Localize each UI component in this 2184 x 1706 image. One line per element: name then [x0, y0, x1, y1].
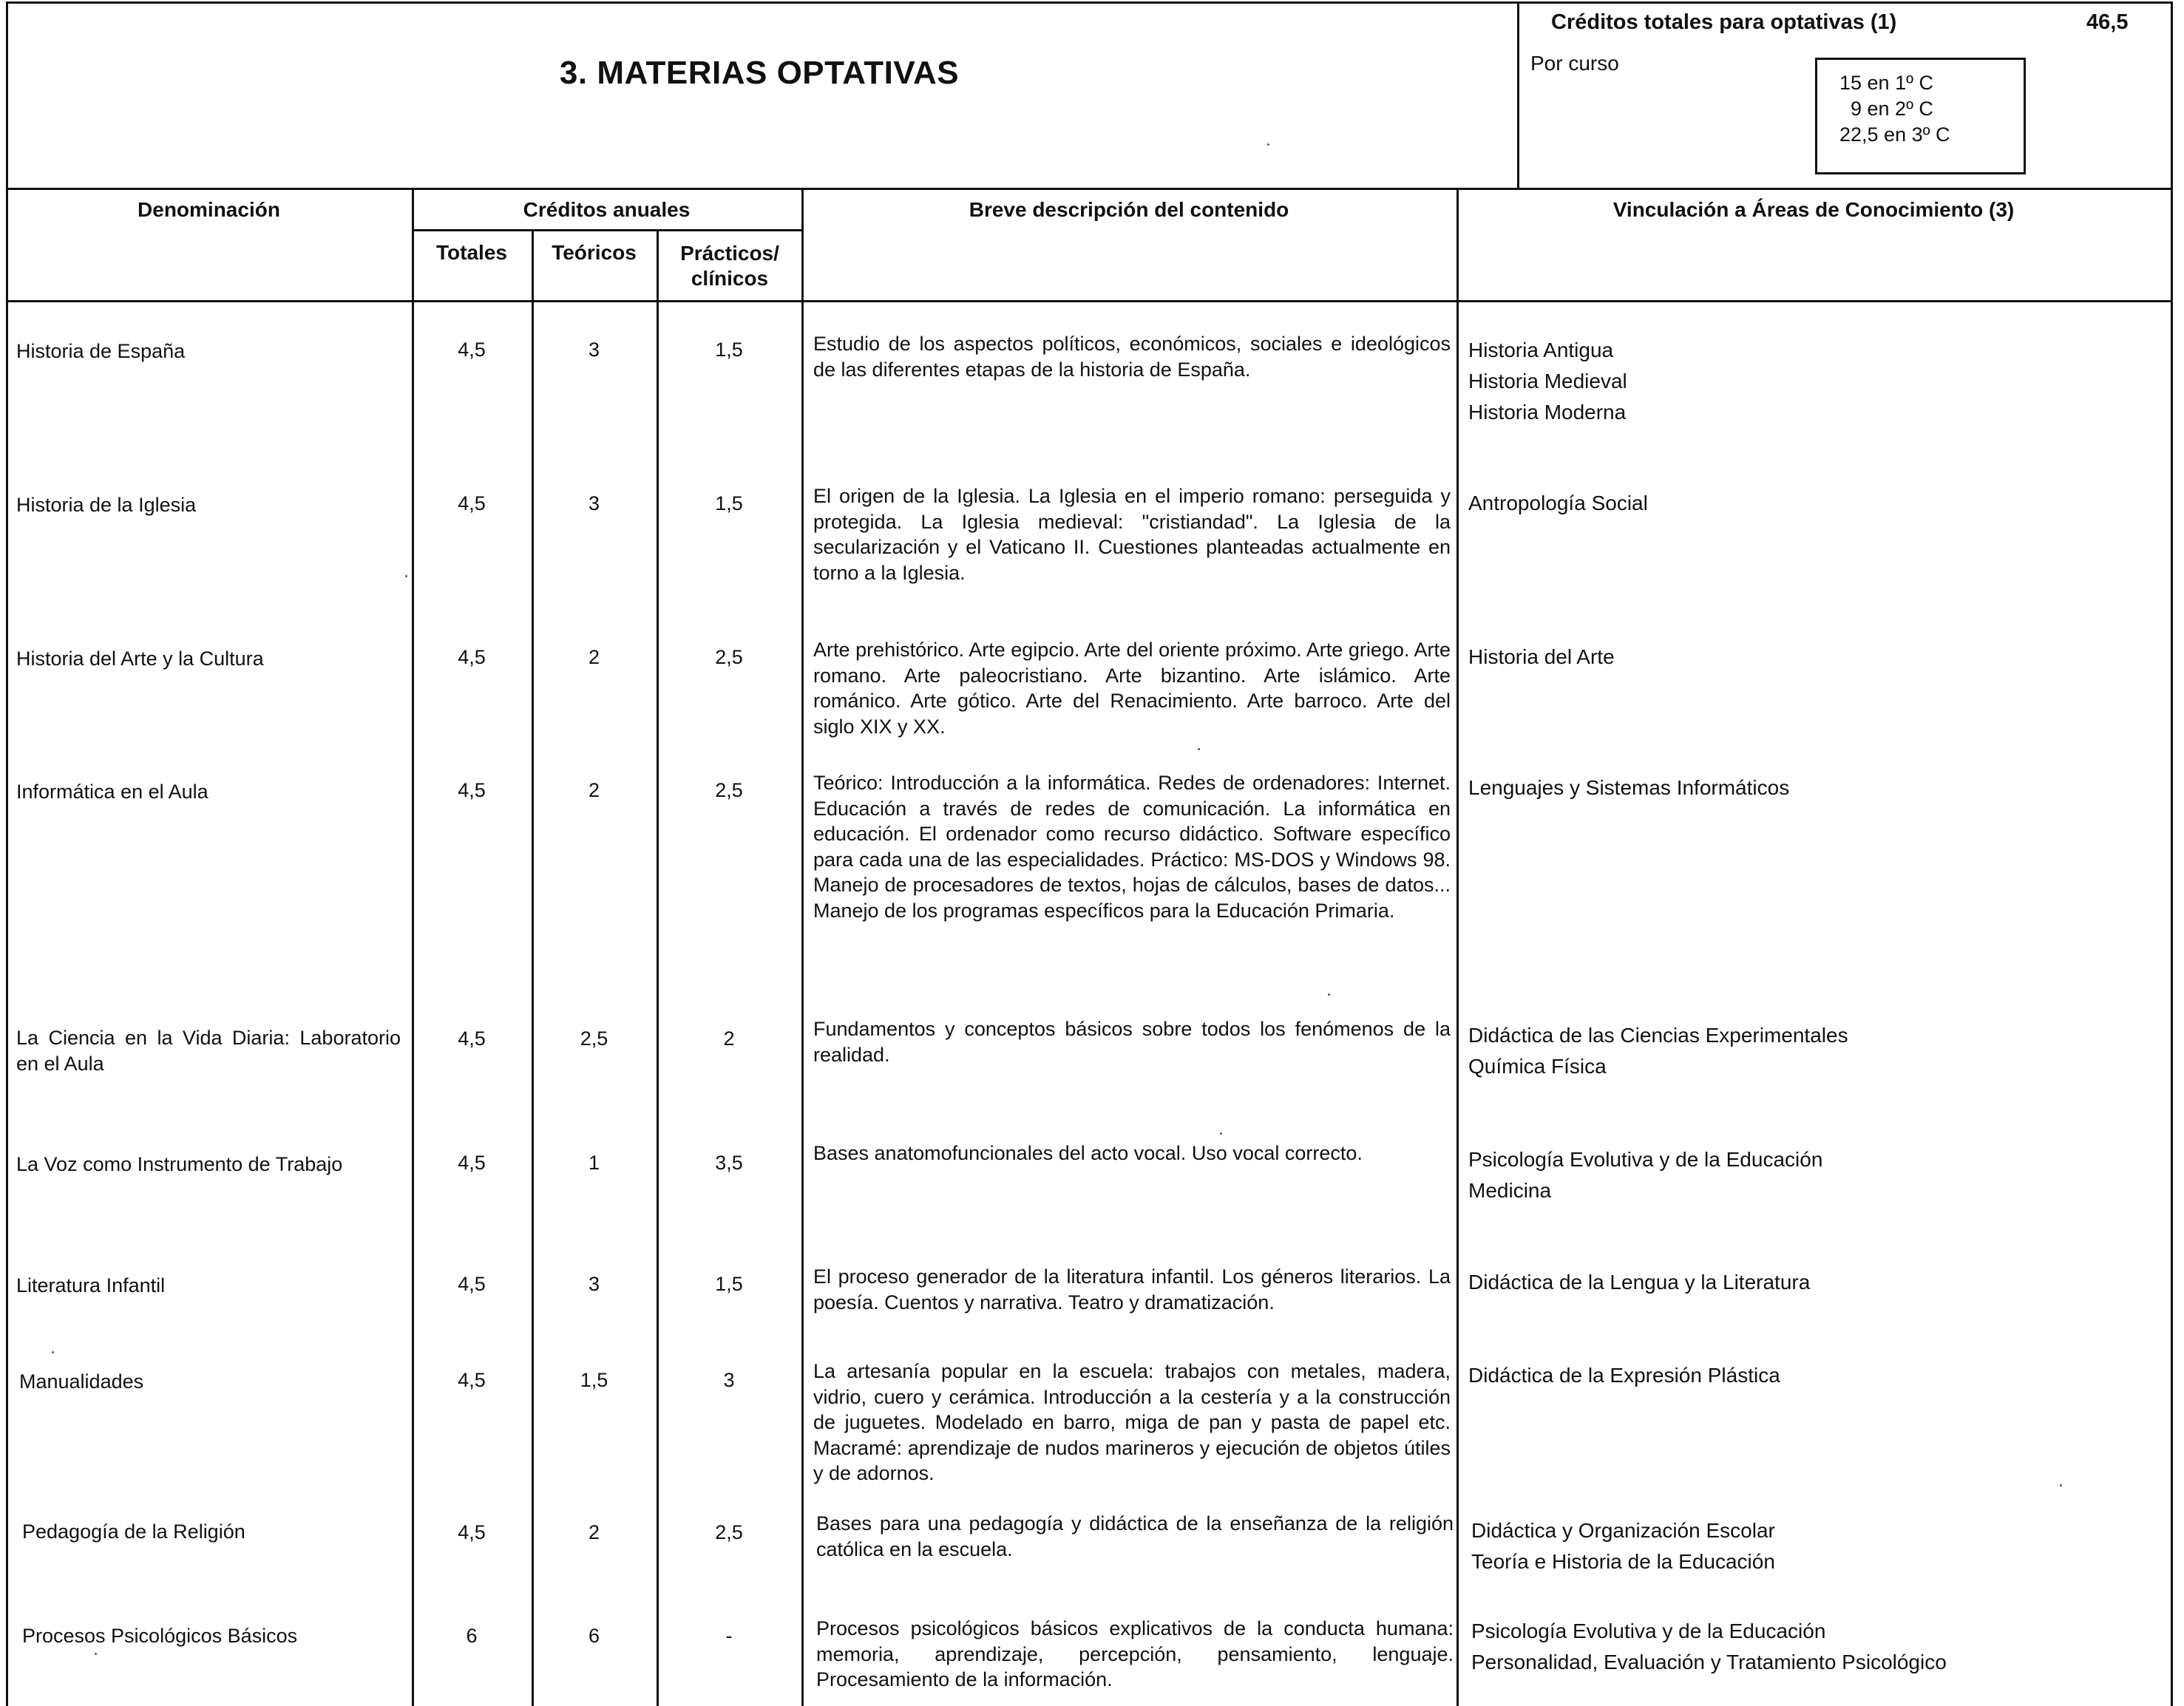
col-line-4 [801, 188, 804, 1706]
header-creditos-anuales: Créditos anuales [523, 198, 691, 221]
col-line-2 [532, 229, 534, 1706]
row-totales: 4,5 [458, 1152, 486, 1174]
area-item: Didáctica de la Lengua y la Literatura [1468, 1271, 1811, 1294]
row-totales: 4,5 [458, 1369, 486, 1391]
row-denominacion: La Ciencia en la Vida Diaria: Laboratorio en el Aula [16, 1027, 401, 1075]
area-item: Personalidad, Evaluación y Tratamiento Psicológico [1471, 1651, 1947, 1673]
row-denominacion: Historia de la Iglesia [16, 494, 197, 516]
header-descripcion: Breve descripción del contenido [969, 198, 1289, 221]
row-practicos: 2,5 [715, 779, 743, 801]
header-teoricos: Teóricos [552, 241, 637, 264]
header-totales: Totales [436, 241, 507, 264]
row-totales: 4,5 [458, 1273, 486, 1295]
row-totales: 4,5 [458, 492, 486, 514]
row-areas [1468, 1020, 1848, 1082]
scan-speck [1267, 143, 1269, 146]
frame-left-line [6, 1, 8, 1706]
creditos-totales-label: Créditos totales para optativas (1) [1551, 10, 1897, 34]
row-denominacion: Historia de España [16, 340, 186, 362]
row-teoricos: 1 [588, 1152, 600, 1174]
area-item: Teoría e Historia de la Educación [1471, 1550, 1775, 1573]
area-item: Historia del Arte [1468, 645, 1615, 668]
row-practicos: 1,5 [715, 1273, 743, 1295]
por-curso-box [1815, 58, 2026, 174]
row-descripcion: Procesos psicológicos básicos explicativos de la conducta humana: memoria, aprendizaje, percepción, pensamiento, lenguaje. Procesamiento de la información. [816, 1617, 1454, 1690]
row-teoricos: 3 [588, 339, 600, 361]
row-descripcion: Fundamentos y conceptos básicos sobre todos los fenómenos de la realidad. [813, 1018, 1451, 1066]
scan-speck [1198, 748, 1200, 750]
row-areas [1468, 1360, 1780, 1391]
row-descripcion: El origen de la Iglesia. La Iglesia en el imperio romano: perseguida y protegida. La Iglesia medieval: "cristiandad". La Iglesia de la secularización y el Vaticano II. Cuestiones planteadas actualmente en torno a la Iglesia. [813, 485, 1451, 584]
row-denominacion: Pedagogía de la Religión [22, 1520, 245, 1543]
por-curso-label: Por curso [1530, 52, 1619, 75]
row-totales: 4,5 [458, 339, 486, 361]
scan-speck [405, 575, 407, 577]
area-item: Historia Medieval [1468, 370, 1627, 392]
row-descripcion: Bases anatomofuncionales del acto vocal. Uso vocal correcto. [813, 1142, 1363, 1164]
row-areas [1468, 642, 1615, 673]
row-practicos: 2,5 [715, 646, 743, 668]
row-descripcion: El proceso generador de la literatura infantil. Los géneros literarios. La poesía. Cuentos y narrativa. Teatro y dramatización. [813, 1265, 1451, 1314]
row-descripcion: Bases para una pedagogía y didáctica de la enseñanza de la religión católica en la escuela. [816, 1512, 1454, 1560]
row-denominacion: Historia del Arte y la Cultura [16, 648, 264, 670]
col-line-3 [657, 229, 659, 1706]
creditos-totales-value: 46,5 [2086, 10, 2129, 34]
creditos-anuales-underline [412, 229, 801, 231]
area-item: Historia Moderna [1468, 401, 1627, 424]
row-teoricos: 1,5 [580, 1369, 608, 1391]
area-item: Lenguajes y Sistemas Informáticos [1468, 776, 1790, 799]
row-practicos: 1,5 [715, 339, 743, 361]
row-denominacion: Manualidades [19, 1370, 144, 1393]
area-item: Medicina [1468, 1179, 1552, 1202]
por-curso-2: 9 en 2º C [1851, 98, 1933, 120]
title-bottom-line [6, 188, 2172, 190]
row-practicos: - [725, 1625, 733, 1647]
area-item: Psicología Evolutiva y de la Educación [1468, 1148, 1823, 1171]
row-areas [1468, 772, 1789, 803]
row-areas [1468, 488, 1648, 519]
row-practicos: 1,5 [715, 492, 743, 514]
scan-speck [1220, 1132, 1222, 1135]
scan-speck [95, 1653, 97, 1655]
row-teoricos: 3 [588, 492, 600, 514]
por-curso-3: 22,5 en 3º C [1839, 123, 1950, 146]
row-teoricos: 6 [588, 1625, 600, 1647]
row-areas [1471, 1515, 1775, 1577]
row-descripcion: Estudio de los aspectos políticos, económicos, sociales e ideológicos de las diferentes etapas de la historia de España. [813, 333, 1451, 381]
area-item: Química Física [1468, 1055, 1607, 1078]
row-denominacion: La Voz como Instrumento de Trabajo [16, 1153, 343, 1175]
row-areas [1468, 1144, 1822, 1206]
row-practicos: 3 [723, 1369, 735, 1391]
row-areas [1468, 335, 1627, 428]
scan-speck [1328, 993, 1330, 996]
row-teoricos: 2 [588, 779, 600, 801]
row-teoricos: 2 [588, 646, 600, 668]
area-item: Antropología Social [1468, 492, 1648, 514]
row-totales: 4,5 [458, 779, 486, 801]
row-totales: 4,5 [458, 1521, 486, 1543]
scan-speck [2060, 1484, 2062, 1486]
header-denominacion: Denominación [138, 198, 280, 221]
row-practicos: 3,5 [715, 1152, 743, 1174]
row-totales: 4,5 [458, 646, 486, 668]
row-descripcion: La artesanía popular en la escuela: trabajos con metales, madera, vidrio, cuero y cerámica. Introducción a la cestería y a la construcción de juguetes. Modelado en barro, miga de pan y pasta de papel etc. Macramé: aprendizaje de nudos marineros y ejecución de objetos útiles y de adornos. [813, 1360, 1451, 1484]
area-item: Historia Antigua [1468, 339, 1614, 361]
row-teoricos: 2 [588, 1521, 600, 1543]
frame-right-line [2171, 1, 2173, 1706]
row-practicos: 2,5 [715, 1521, 743, 1543]
row-totales: 6 [466, 1625, 478, 1647]
row-denominacion: Informática en el Aula [16, 781, 208, 803]
scan-speck [52, 1351, 54, 1353]
area-item: Psicología Evolutiva y de la Educación [1471, 1620, 1826, 1642]
row-denominacion: Procesos Psicológicos Básicos [22, 1625, 298, 1647]
area-item: Didáctica de la Expresión Plástica [1468, 1364, 1780, 1387]
row-teoricos: 3 [588, 1273, 600, 1295]
por-curso-1: 15 en 1º C [1839, 72, 1933, 94]
col-line-5 [1456, 188, 1459, 1706]
row-totales: 4,5 [458, 1027, 486, 1050]
frame-top-line [6, 1, 2172, 4]
header-bottom-line [6, 300, 2172, 302]
area-item: Didáctica de las Ciencias Experimentales [1468, 1024, 1848, 1047]
area-item: Didáctica y Organización Escolar [1471, 1519, 1775, 1542]
row-descripcion: Arte prehistórico. Arte egipcio. Arte del oriente próximo. Arte griego. Arte romano. Arte paleocristiano. Arte bizantino. Arte islámico. Arte románico. Arte gótico. Arte del Renacimiento. Arte barroco. Arte del siglo XIX y XX. [813, 639, 1451, 738]
page-title: 3. MATERIAS OPTATIVAS [559, 55, 960, 91]
header-vinculacion: Vinculación a Áreas de Conocimiento (3) [1612, 198, 2015, 221]
title-divider-line [1517, 1, 1519, 188]
row-areas [1468, 1267, 1810, 1298]
row-practicos: 2 [723, 1027, 735, 1050]
row-teoricos: 2,5 [580, 1027, 608, 1050]
row-areas [1471, 1616, 1947, 1678]
row-denominacion: Literatura Infantil [16, 1274, 166, 1297]
col-line-1 [412, 188, 414, 1706]
header-practicos: Prácticos/ clínicos [680, 242, 779, 290]
row-descripcion: Teórico: Introducción a la informática. Redes de ordenadores: Internet. Educación a través de redes de comunicación. La informática en educación. El ordenador como recurso didáctico. Software específico para cada una de las especialidades. Práctico: MS-DOS y Windows 98. Manejo de procesadores de textos, hojas de cálculos, bases de datos... Manejo de los programas específicos para la Educación Primaria. [813, 772, 1451, 922]
